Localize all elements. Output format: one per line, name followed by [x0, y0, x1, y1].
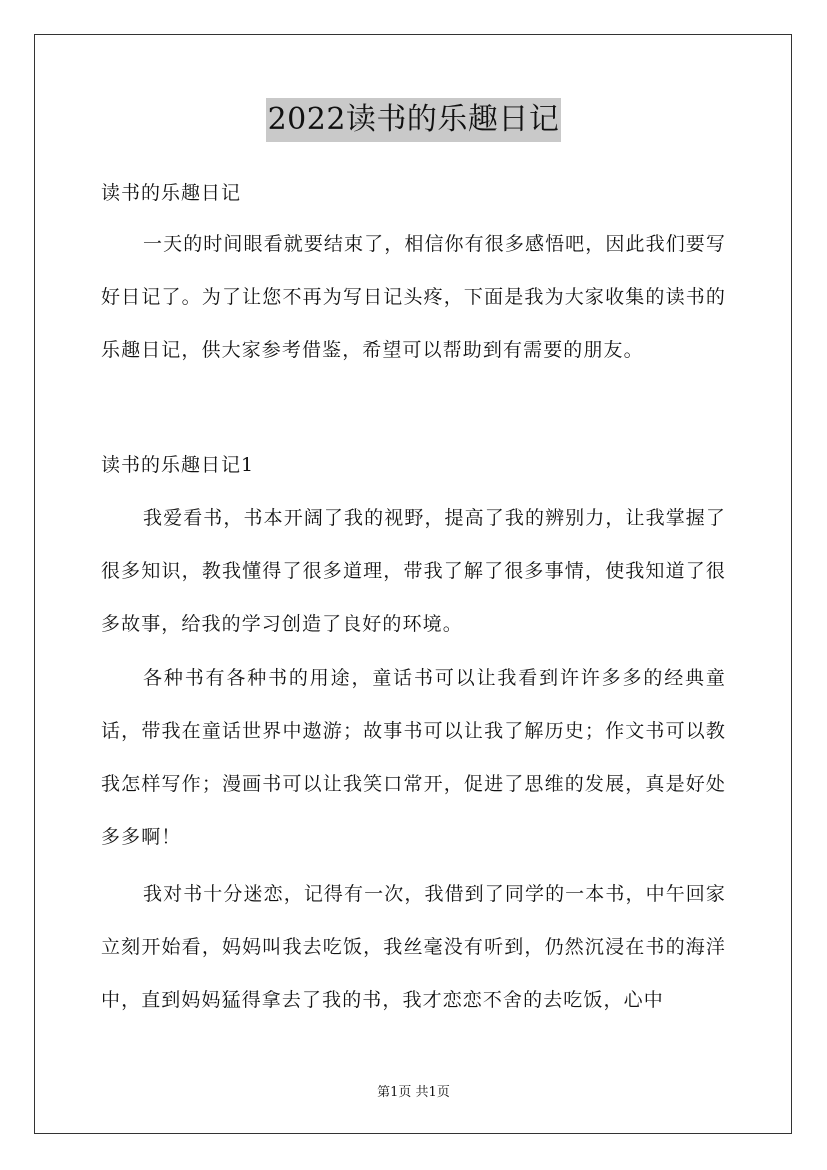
body-paragraph-2: 各种书有各种书的用途，童话书可以让我看到许许多多的经典童话，带我在童话世界中遨游；故事书可以让我了解历史；作文书可以教我怎样写作；漫画书可以让我笑口常开，促进了思维的发展，真是好处多多啊！	[101, 667, 726, 848]
intro-paragraph: 一天的时间眼看就要结束了，相信你有很多感悟吧，因此我们要写好日记了。为了让您不再为写日记头疼，下面是我为大家收集的读书的乐趣日记，供大家参考借鉴，希望可以帮助到有需要的朋友。	[101, 233, 726, 361]
section-heading: 读书的乐趣日记1	[101, 454, 255, 476]
body-paragraph-3: 我对书十分迷恋，记得有一次，我借到了同学的一本书，中午回家立刻开始看，妈妈叫我去吃饭，我丝毫没有听到，仍然沉浸在书的海洋中，直到妈妈猛得拿去了我的书，我才恋恋不舍的去吃饭，心中	[101, 883, 726, 1011]
document-title: 2022读书的乐趣日记	[266, 98, 562, 142]
page-footer: 第1页 共1页	[377, 1085, 450, 1100]
document-subtitle: 读书的乐趣日记	[101, 182, 242, 204]
title-container	[0, 98, 827, 142]
body-paragraph-1: 我爱看书，书本开阔了我的视野，提高了我的辨别力，让我掌握了很多知识，教我懂得了很多道理，带我了解了很多事情，使我知道了很多故事，给我的学习创造了良好的环境。	[101, 507, 726, 635]
